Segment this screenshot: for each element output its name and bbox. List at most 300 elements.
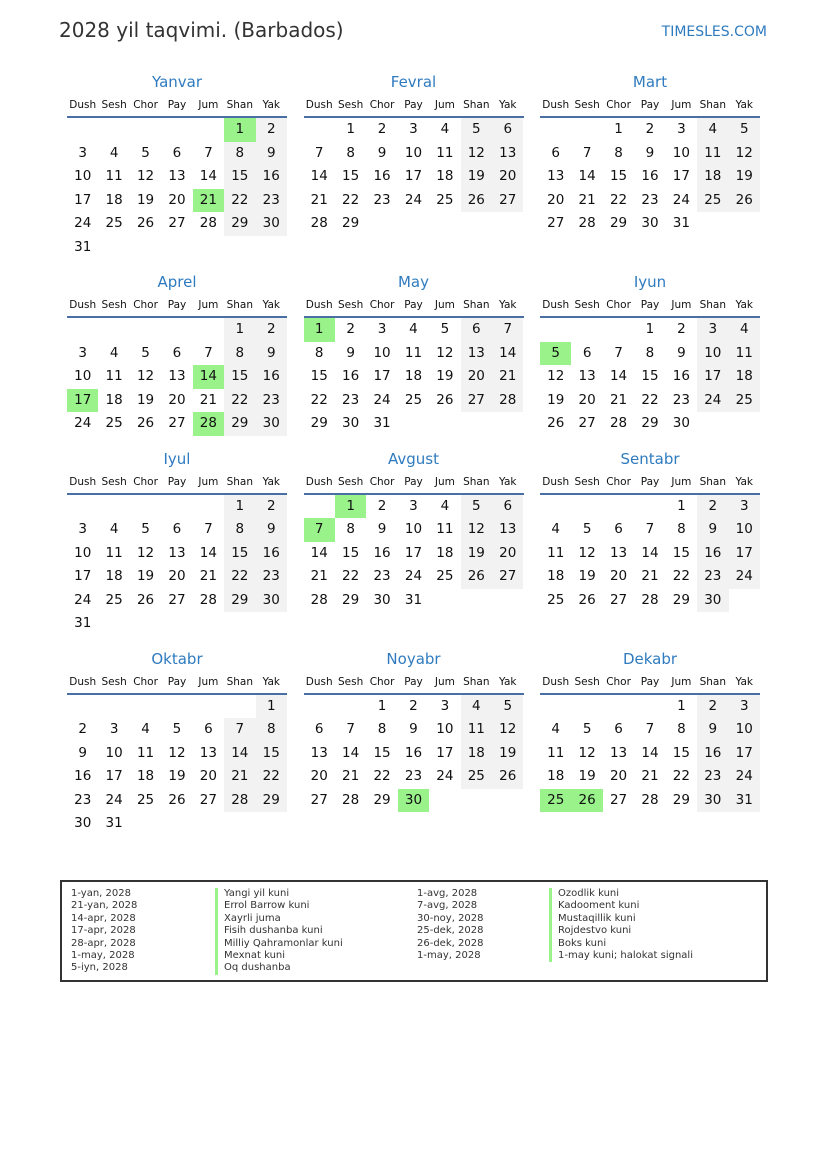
day-cell: 29 [342,591,360,608]
day-cell: 5 [141,144,150,161]
day-cell [666,236,697,260]
day-cell [492,789,523,813]
legend-date: 1-avg, 2028 [417,888,478,899]
day-cell: 10 [404,521,423,537]
day-cell [429,612,460,636]
day-cell: 24 [105,791,123,808]
day-cell [540,695,571,719]
day-cell: 21 [578,191,596,208]
day-cell [130,695,161,719]
day-cell: 24 [436,768,454,784]
weekday-header [540,671,760,695]
day-cell: 30 [256,589,287,613]
day-cell: 2 [256,118,287,142]
weekday-label: Sesh [338,299,364,311]
weekday-label: Shan [699,299,727,311]
day-cell: 26 [168,791,186,808]
month-name: Oktabr [151,649,203,668]
day-cell: 4 [109,521,119,537]
weekday-label: Sesh [574,99,600,111]
day-cell: 29 [672,791,690,808]
week-row [540,695,760,719]
week-row [540,236,760,260]
weekday-header [304,94,524,118]
day-cell [304,612,335,636]
day-cell: 21 [641,568,659,584]
day-cell: 9 [78,744,87,761]
day-cell: 22 [373,768,391,784]
day-cell: 24 [373,391,391,408]
day-cell: 9 [256,142,287,166]
day-cell: 18 [105,568,123,584]
day-cell: 1 [677,497,686,514]
week-row [540,318,760,342]
weekday-label: Yak [735,475,753,488]
legend-date: 26-dek, 2028 [417,937,484,949]
day-cell: 6 [461,318,492,342]
day-cell: 23 [672,391,690,408]
weekday-header [67,671,287,695]
day-cell: 12 [136,168,155,184]
weekday-label: Shan [463,99,490,111]
legend-names-left [215,888,343,975]
day-cell [429,812,460,836]
day-cell: 13 [609,744,628,761]
legend-holiday-name: Errol Barrow kuni [215,900,343,912]
day-cell: 30 [697,789,728,813]
day-cell [130,812,161,836]
day-cell: 12 [578,544,596,561]
weekday-label: Jum [671,99,692,111]
day-cell [67,318,98,342]
month-name: Noyabr [386,649,441,668]
weekday-label: Chor [369,99,395,111]
week-row [304,389,524,413]
weekday-label: Shan [226,299,254,311]
day-cell: 4 [461,695,492,719]
day-cell: 18 [547,568,565,584]
day-cell: 10 [373,344,391,361]
legend-holiday-name: Boks kuni [549,938,693,950]
day-cell: 8 [346,144,355,161]
day-cell [98,318,129,342]
legend-holiday-name: Mustaqillik kuni [549,913,693,925]
day-cell: 8 [377,721,387,737]
day-cell [540,495,571,519]
day-cell [366,612,397,636]
day-cell: 23 [697,765,728,789]
day-cell: 30 [672,415,690,431]
day-cell: 26 [547,415,565,431]
day-cell: 3 [78,521,87,537]
day-cell: 3 [440,697,450,714]
brand-link[interactable]: TIMESLES.COM [661,24,767,40]
day-cell: 20 [547,191,565,208]
day-cell: 23 [404,768,423,784]
day-cell: 5 [492,695,523,719]
day-cell: 28 [310,215,328,231]
day-cell: 5 [141,521,150,537]
month-fevral [304,70,524,259]
day-cell [729,589,760,613]
day-cell [540,318,571,342]
day-cell: 16 [697,742,728,766]
day-cell: 25 [729,389,760,413]
day-cell: 11 [436,144,454,161]
day-cell: 16 [342,368,360,384]
day-cell [193,612,224,636]
day-cell: 15 [342,168,360,184]
day-cell: 14 [310,168,328,184]
day-cell: 14 [641,744,659,761]
weekday-label: Shan [226,99,254,111]
day-cell [492,412,523,436]
day-cell [461,212,492,236]
day-cell: 24 [74,215,92,231]
weekday-label: Shan [699,475,727,488]
day-cell [67,495,98,519]
day-cell [130,318,161,342]
month-name: Yanvar [151,73,203,91]
day-cell [161,318,192,342]
day-cell: 4 [109,344,119,361]
weekday-label: Yak [499,99,517,111]
week-row [304,718,524,742]
day-cell: 7 [314,144,324,161]
day-cell: 14 [578,168,596,184]
week-row [304,212,524,236]
day-cell: 15 [373,744,391,761]
weekday-label: Jum [671,475,692,488]
weekday-label: Pay [404,99,423,111]
month-dekabr [540,647,760,836]
day-cell [366,212,397,236]
day-cell: 27 [578,415,596,431]
weekday-label: Yak [499,299,517,311]
day-cell: 30 [641,215,659,231]
day-cell: 20 [492,165,523,189]
day-cell [304,495,335,519]
weekday-header [540,471,760,495]
day-cell: 16 [672,368,690,384]
week-row [304,412,524,436]
day-cell: 11 [547,544,565,561]
day-cell: 11 [105,168,123,184]
day-cell [666,612,697,636]
day-cell: 7 [304,518,335,542]
day-cell: 23 [697,565,728,589]
week-row [540,518,760,542]
day-cell [161,495,192,519]
week-row [540,142,760,166]
weekday-header [540,94,760,118]
day-cell: 23 [74,791,92,808]
weekday-label: Dush [305,675,333,688]
legend-holiday-name: Rojdestvo kuni [549,925,693,937]
weekday-header [540,294,760,318]
day-cell: 5 [440,321,450,337]
day-cell: 30 [74,815,92,831]
day-cell [492,589,523,613]
month-sentabr [540,447,760,636]
week-row [304,542,524,566]
day-cell: 1 [377,697,387,714]
day-cell: 4 [440,121,450,137]
day-cell: 10 [672,144,690,161]
day-cell: 15 [641,368,659,384]
day-cell [634,695,665,719]
day-cell: 6 [172,144,182,161]
month-oktabr [67,647,287,836]
weekday-label: Yak [262,675,280,688]
day-cell [130,612,161,636]
day-cell [729,612,760,636]
day-cell [603,318,634,342]
legend-date: 1-may, 2028 [417,949,481,961]
weekday-label: Pay [167,675,187,688]
weekday-label: Shan [226,675,254,688]
day-cell: 6 [551,144,560,161]
day-cell: 11 [461,718,492,742]
day-cell [634,236,665,260]
week-row [540,812,760,836]
weekday-label: Chor [606,299,631,311]
day-cell [729,212,760,236]
day-cell: 21 [641,768,659,784]
day-cell: 12 [436,344,454,361]
day-cell: 18 [461,742,492,766]
month-mart [540,70,760,259]
day-cell: 8 [677,521,686,537]
week-row [540,165,760,189]
day-cell: 12 [136,544,155,561]
day-cell: 3 [78,144,87,161]
weekday-label: Chor [369,675,395,688]
day-cell [571,236,602,260]
day-cell: 11 [547,744,565,761]
day-cell [461,812,492,836]
day-cell [729,236,760,260]
week-row [540,412,760,436]
day-cell: 19 [168,768,186,784]
day-cell: 16 [256,365,287,389]
day-cell: 15 [256,742,287,766]
day-cell: 28 [193,412,224,436]
day-cell: 24 [404,191,423,208]
day-cell [429,412,460,436]
day-cell [398,236,429,260]
day-cell: 3 [729,495,760,519]
day-cell [130,118,161,142]
day-cell: 18 [436,544,454,561]
day-cell: 12 [136,368,155,384]
day-cell: 29 [641,415,659,431]
legend-date: 25-dek, 2028 [417,925,484,937]
legend-holiday-name: Fisih dushanba kuni [215,925,343,937]
weekday-label: Pay [167,99,187,111]
day-cell: 3 [78,344,87,361]
day-cell: 29 [672,591,690,608]
day-cell: 23 [256,389,287,413]
weekday-label: Dush [542,299,570,311]
day-cell [398,212,429,236]
day-cell: 14 [224,742,255,766]
day-cell: 7 [645,521,655,537]
week-row [67,812,287,836]
day-cell: 29 [609,215,628,231]
weekday-label: Dush [542,475,570,488]
legend-dates-left [71,888,137,975]
week-row [67,789,287,813]
day-cell [256,236,287,260]
day-cell [461,589,492,613]
day-cell [366,236,397,260]
weekday-label: Chor [133,99,158,111]
day-cell: 9 [409,721,418,737]
week-row [540,565,760,589]
weekday-label: Sesh [101,675,127,688]
month-row [67,447,760,636]
legend-holiday-name: Xayrli juma [215,913,343,925]
day-cell: 12 [578,744,596,761]
week-row [67,518,287,542]
weekday-label: Pay [404,675,423,688]
day-cell: 27 [547,215,565,231]
day-cell: 10 [74,168,92,184]
weekday-label: Pay [640,475,660,488]
day-cell: 13 [310,744,328,761]
day-cell: 17 [105,768,123,784]
day-cell [398,812,429,836]
day-cell: 14 [199,544,217,561]
day-cell: 3 [377,321,387,337]
day-cell: 1 [645,321,655,337]
day-cell [130,236,161,260]
day-cell: 31 [74,238,92,255]
legend-holiday-name: Ozodlik kuni [549,888,693,900]
day-cell: 27 [461,389,492,413]
day-cell [161,612,192,636]
day-cell: 24 [74,415,92,431]
weekday-label: Yak [735,299,753,311]
day-cell: 2 [645,121,655,137]
day-cell [634,612,665,636]
day-cell: 4 [551,721,560,737]
week-row [67,142,287,166]
month-yanvar [67,70,287,259]
day-cell [67,695,98,719]
week-row [540,765,760,789]
day-cell: 1 [224,318,255,342]
day-cell: 26 [461,189,492,213]
day-cell: 27 [168,591,186,608]
day-cell: 12 [729,142,760,166]
legend-date: 5-iyn, 2028 [71,962,128,974]
weekday-label: Pay [640,99,660,111]
weekday-label: Dush [305,99,333,111]
day-cell: 8 [224,342,255,366]
day-cell [256,612,287,636]
day-cell [634,812,665,836]
day-cell: 31 [729,789,760,813]
day-cell [304,118,335,142]
day-cell: 12 [461,142,492,166]
day-cell: 21 [609,391,628,408]
weekday-label: Sesh [338,475,364,488]
day-cell: 31 [672,215,690,231]
day-cell: 24 [74,591,92,608]
day-cell: 22 [224,389,255,413]
day-cell: 23 [342,391,360,408]
legend-date: 21-yan, 2028 [71,900,138,912]
day-cell: 19 [136,191,155,208]
day-cell [429,789,460,813]
month-noyabr [304,647,524,836]
day-cell: 5 [729,118,760,142]
day-cell: 6 [614,721,623,737]
weekday-label: Dush [69,99,97,111]
day-cell: 13 [461,342,492,366]
day-cell: 8 [645,344,655,361]
week-row [304,495,524,519]
day-cell: 17 [404,168,423,184]
day-cell: 9 [256,518,287,542]
day-cell: 30 [373,591,391,608]
day-cell: 11 [436,521,454,537]
day-cell: 10 [404,144,423,161]
day-cell: 15 [672,544,690,561]
week-row [304,695,524,719]
weekday-label: Shan [463,675,490,688]
day-cell: 6 [172,521,182,537]
day-cell [603,495,634,519]
week-row [540,742,760,766]
week-row [67,165,287,189]
week-row [67,412,287,436]
month-row [67,70,760,259]
day-cell: 2 [409,697,418,714]
day-cell: 8 [256,718,287,742]
day-cell: 27 [492,565,523,589]
day-cell: 7 [204,521,213,537]
day-cell: 27 [199,791,217,808]
month-name: Iyul [163,449,191,468]
month-name: Sentabr [620,449,680,468]
day-cell: 7 [582,144,592,161]
day-cell [304,695,335,719]
day-cell: 28 [492,389,523,413]
day-cell: 19 [729,165,760,189]
day-cell: 25 [136,791,155,808]
day-cell: 26 [729,189,760,213]
weekday-label: Chor [606,475,631,488]
day-cell: 23 [373,568,391,584]
day-cell: 13 [578,368,596,384]
month-iyun [540,270,760,436]
day-cell [130,495,161,519]
day-cell: 17 [404,544,423,561]
day-cell [224,612,255,636]
day-cell: 13 [492,518,523,542]
day-cell: 6 [172,344,182,361]
day-cell: 22 [310,391,328,408]
day-cell: 8 [224,142,255,166]
day-cell: 14 [641,544,659,561]
weekday-header [304,671,524,695]
day-cell: 4 [141,721,150,737]
day-cell: 30 [398,789,429,813]
day-cell: 31 [74,615,92,631]
